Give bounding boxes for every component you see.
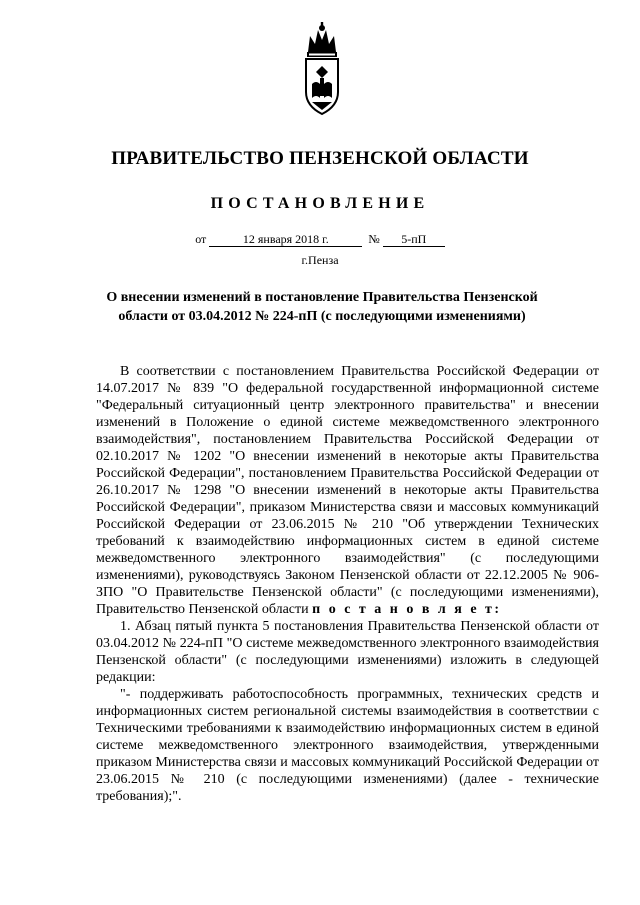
city: г.Пенза <box>301 253 339 267</box>
preamble-paragraph <box>96 363 599 618</box>
coat-of-arms-icon <box>298 22 346 118</box>
number-sign: № <box>368 232 380 246</box>
document-type: ПОСТАНОВЛЕНИЕ <box>210 195 430 212</box>
document-subject: О внесении изменений в постановление Правительства Пензенской области от 03.04.2012 № 224-пП (с последующими изменениями) <box>106 290 538 324</box>
quote-paragraph: "- поддерживать работоспособность программных, технических средств и информационных систем региональной системы взаимодействия в соответствии с Техническими требованиями к взаимодействию информационных систем в единой системе межведомственного электронного взаимодействия, утвержденными приказом Министерства связи и массовых коммуникаций Российской Федерации от 23.06.2015 № 210 (с последующими изменениями) (далее - технические требования);". <box>96 687 599 804</box>
date-number-line <box>0 232 640 247</box>
date-prefix: от <box>195 232 207 246</box>
document-number: 5-пП <box>383 233 445 247</box>
document-body <box>96 363 599 805</box>
preamble-text: В соответствии с постановлением Правительства Российской Федерации от 14.07.2017 № 839 "О федеральной государственной информационной системе "Федеральный ситуационный центр электронного правительства" и внесении изменений в Положение о единой системе межведомственного электронного взаимодействия", постановлением Правительства Российской Федерации от 02.10.2017 № 1202 "О внесении изменений в некоторые акты Правительства Российской Федерации", постановлением Правительства Российской Федерации от 26.10.2017 № 1298 "О внесении изменений в некоторые акты Правительства Российской Федерации", приказом Министерства связи и массовых коммуникаций Российской Федерации от 23.06.2015 № 210 "Об утверждении Технических требований к взаимодействию информационных систем в единой системе межведомственного электронного взаимодействия" (с последующими изменениями), руководствуясь Законом Пензенской области от 22.12.2005 № 906-ЗПО "О Правительстве Пензенской области" (с последующими изменениями), Правительство Пензенской области <box>96 364 599 617</box>
resolves-word: п о с т а н о в л я е т: <box>312 602 502 617</box>
organization-title: ПРАВИТЕЛЬСТВО ПЕНЗЕНСКОЙ ОБЛАСТИ <box>111 148 529 169</box>
item-1-paragraph: 1. Абзац пятый пункта 5 постановления Правительства Пензенской области от 03.04.2012 № 224-пП "О системе межведомственного электронного взаимодействия Пензенской области" (с последующими изменениями) изложить в следующей редакции: <box>96 619 599 685</box>
document-date: 12 января 2018 г. <box>209 233 362 247</box>
